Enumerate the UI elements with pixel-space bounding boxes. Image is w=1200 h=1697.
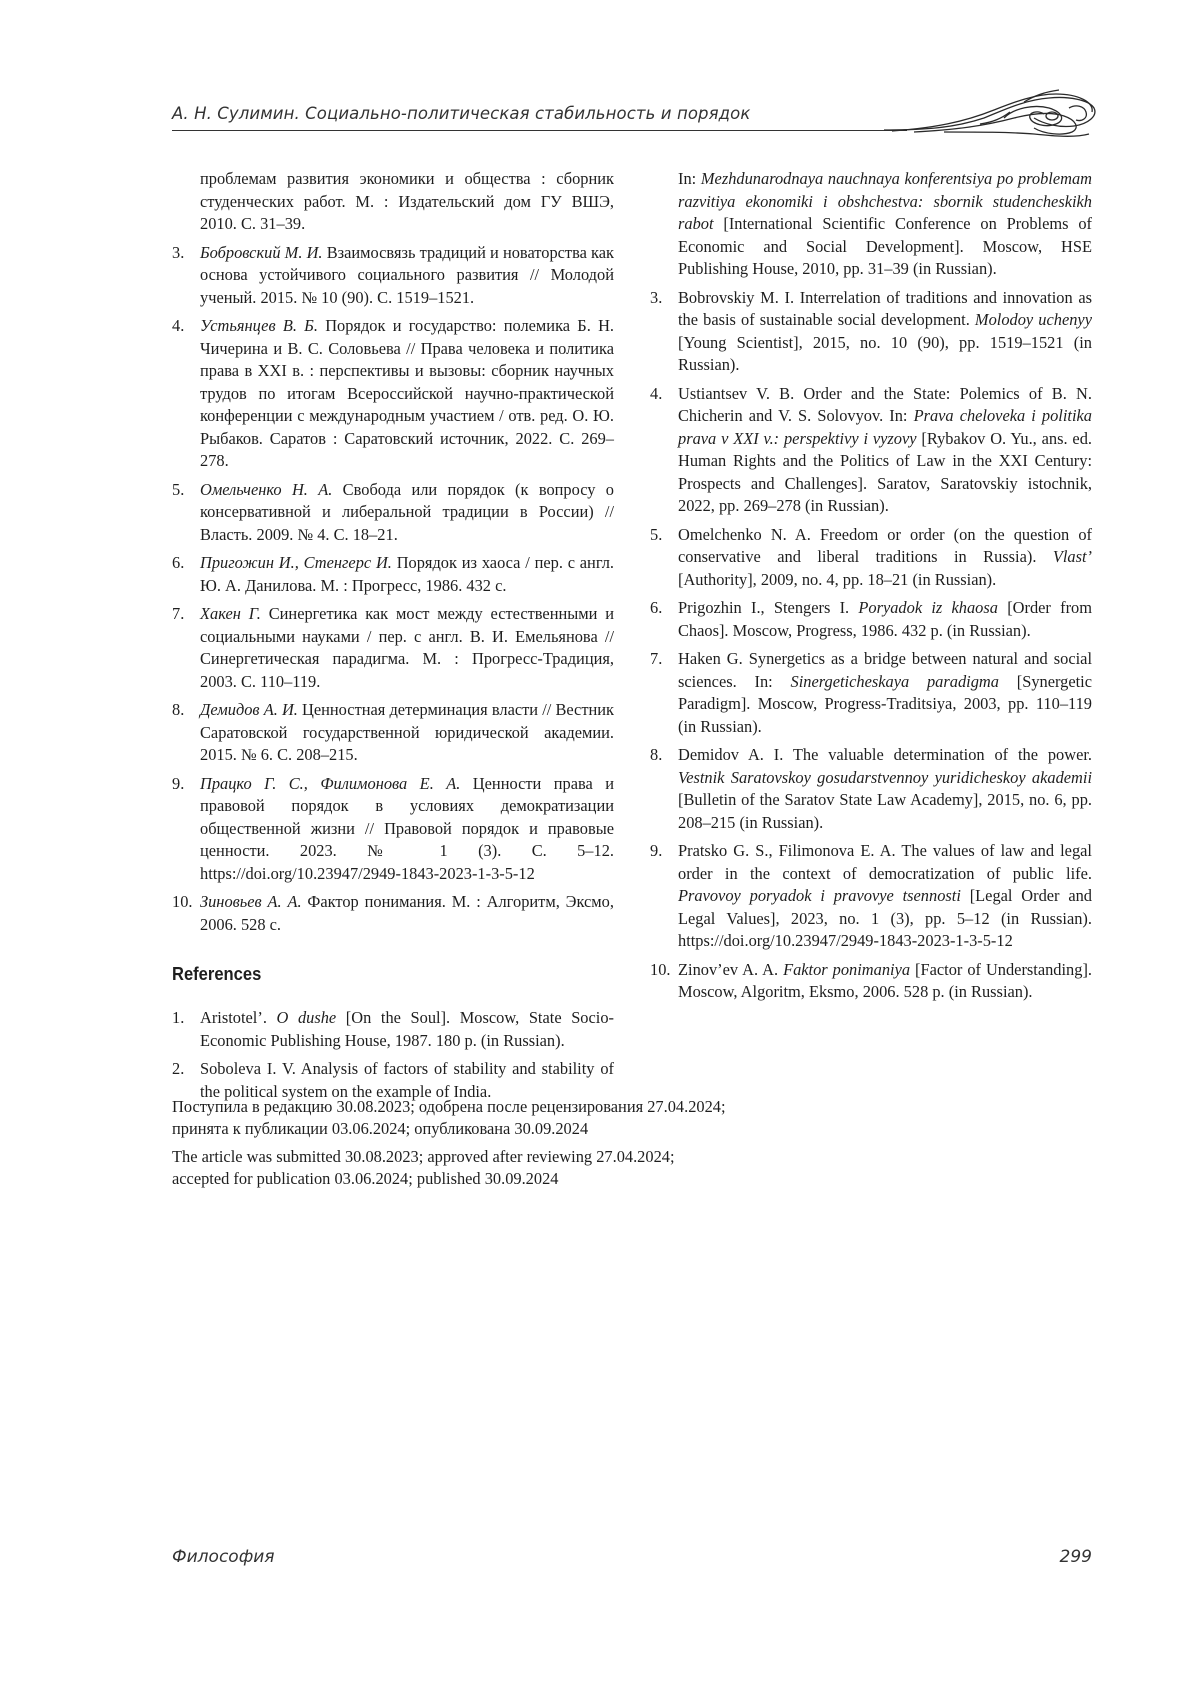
reference-text: Ценностная детерминация власти // Вестник Саратовской государственной юридической академии. 2015. № 6. С. 208–215. — [200, 700, 614, 764]
reference-italic-text: Демидов А. И. — [200, 700, 298, 719]
submission-en-line-1: The article was submitted 30.08.2023; approved after reviewing 27.04.2024; — [172, 1147, 675, 1166]
reference-italic-text: Устьянцев В. Б. — [200, 316, 318, 335]
reference-item — [650, 383, 1092, 518]
reference-item — [650, 648, 1092, 738]
header-rule — [172, 130, 907, 131]
reference-text: Ustiantsev V. B. Order and the State: Polemics of B. N. Chicherin and V. S. Solovyov. In: — [678, 383, 1092, 425]
right-column — [650, 168, 1092, 1010]
submission-ru-line-2: принята к публикации 03.06.2024; опубликована 30.09.2024 — [172, 1119, 589, 1138]
reference-italic-text: Mezhdunarodnaya nauchnaya konferentsiya po problemam razvitiya ekonomiki i obshchestva: sbornik studencheskikh rabot — [678, 169, 1093, 233]
reference-number: 5. — [172, 479, 185, 499]
reference-number: 2. — [172, 1059, 185, 1078]
reference-italic-text: Vestnik Saratovskoy gosudarstvennoy yuridicheskoy akademii — [678, 767, 1092, 787]
english-references-list — [172, 1007, 614, 1103]
reference-text: Синергетика как мост между естественными и социальными науками / пер. с англ. В. И. Емельянова // Синергетическая парадигма. М. : Прогресс-Традиция, 2003. С. 110–119. — [200, 604, 614, 691]
footer-section-title: Философия — [172, 1547, 275, 1567]
reference-text: Prigozhin I., Stengers I. — [678, 598, 859, 617]
reference-number: 3. — [172, 242, 185, 262]
reference-item — [172, 315, 614, 473]
reference-italic-text: Prava cheloveka i politika prava v XXI v.: perspektivy i vyzovy — [678, 406, 1092, 448]
reference-text: [Order from Chaos]. Moscow, Progress, 1986. 432 p. (in Russian). — [678, 598, 1092, 640]
reference-item — [172, 242, 614, 310]
reference-number: 1. — [172, 1008, 185, 1027]
reference-text: Фактор понимания. М. : Алгоритм, Эксмо, 2006. 528 с. — [200, 892, 614, 934]
reference-italic-text: Зиновьев А. А. — [200, 892, 302, 911]
reference-item — [650, 840, 1092, 953]
reference-text: Свобода или порядок (к вопросу о консервативной и либеральной традиции в России) // Власть. 2009. № 4. С. 18–21. — [200, 479, 614, 544]
submission-dates-russian — [172, 1096, 992, 1140]
reference-italic-text: Працко Г. С., Филимонова Е. А. — [200, 773, 461, 793]
reference-italic-text: Sinergeticheskaya paradigma — [790, 671, 999, 691]
reference-text: Pratsko G. S., Filimonova E. A. The values of law and legal order in the context of democratization of public life. — [678, 841, 1092, 883]
reference-number: 9. — [172, 773, 185, 793]
reference-text: [Authority], 2009, no. 4, pp. 18–21 (in Russian). — [678, 569, 997, 589]
reference-italic-text: Хакен Г. — [200, 604, 261, 623]
reference-item — [650, 168, 1092, 281]
reference-italic-text: O dushe — [276, 1008, 337, 1027]
reference-item — [172, 552, 614, 597]
reference-number: 6. — [650, 598, 663, 617]
english-references-list-continued — [650, 168, 1092, 1004]
reference-text: Zinov’ev A. A. — [678, 959, 784, 979]
reference-text: [Legal Order and Legal Values], 2023, no. 1 (3), pp. 5–12 (in Russian). https://doi.org/10.23947/2949-1843-2023-1-3-5-12 — [678, 886, 1093, 950]
reference-text: [On the Soul]. Moscow, State Socio-Economic Publishing House, 1987. 180 p. (in Russian). — [200, 1008, 614, 1050]
reference-number: 10. — [650, 959, 671, 979]
reference-item — [650, 959, 1092, 1004]
reference-item — [172, 479, 614, 547]
reference-text: Omelchenko N. A. Freedom or order (on the question of conservative and liberal traditions in Russia). — [678, 524, 1092, 566]
reference-text: [Bulletin of the Saratov State Law Academy], 2015, no. 6, pp. 208–215 (in Russian). — [678, 790, 1092, 832]
reference-text: [Factor of Understanding]. Moscow, Algoritm, Eksmo, 2006. 528 p. (in Russian). — [678, 959, 1093, 1001]
reference-number: 4. — [650, 383, 663, 403]
reference-item — [172, 168, 614, 236]
reference-item — [172, 773, 614, 886]
reference-number: 7. — [650, 649, 663, 668]
reference-number: 7. — [172, 604, 185, 623]
reference-item — [650, 287, 1092, 377]
reference-number: 10. — [172, 892, 193, 911]
reference-number: 9. — [650, 841, 663, 860]
reference-number: 6. — [172, 553, 185, 572]
reference-item — [650, 524, 1092, 592]
reference-text: [Rybakov O. Yu., ans. ed. Human Rights and the Politics of Law in the XXI Century: Prospects and Challenges]. Saratov, Saratovskiy istochnik, 2022, pp. 269–278 (in Russian). — [678, 428, 1092, 515]
submission-dates-english — [172, 1146, 992, 1190]
reference-text: Порядок из хаоса / пер. с англ. Ю. А. Данилова. М. : Прогресс, 1986. 432 с. — [200, 553, 615, 595]
reference-text: Demidov A. I. The valuable determination of the power. — [678, 745, 1092, 764]
russian-references-list — [172, 168, 614, 936]
submission-dates — [172, 1096, 992, 1196]
reference-number: 3. — [650, 287, 663, 307]
running-header — [172, 100, 1092, 150]
reference-item — [172, 1007, 614, 1052]
page-number: 299 — [1059, 1547, 1092, 1567]
reference-italic-text: Poryadok iz khaosa — [858, 598, 998, 617]
reference-italic-text: Molodoy uchenyy — [974, 310, 1092, 329]
reference-number: 5. — [650, 524, 663, 544]
reference-text: Bobrovskiy M. I. Interrelation of traditions and innovation as the basis of sustainable social development. — [678, 287, 1092, 329]
left-column — [172, 168, 614, 1109]
reference-text: [International Scientific Conference on Problems of Economic and Social Development]. Moscow, HSE Publishing House, 2010, pp. 31–39 (in Russian). — [678, 214, 1092, 278]
reference-number: 8. — [172, 700, 185, 719]
reference-text: Ценности права и правовой порядок в условиях демократизации общественной жизни // Правовой порядок и правовые ценности. 2023. № 1 (3). С. 5–12. https://doi.org/10.23947/2949-1843-2023-1-3-5-12 — [200, 773, 614, 883]
reference-number: 4. — [172, 316, 185, 335]
art-nouveau-ornament-icon — [884, 88, 1098, 142]
reference-item — [172, 603, 614, 693]
reference-text: Порядок и государство: полемика Б. Н. Чичерина и В. С. Соловьева // Права человека и политика права в XXI в. : перспективы и вызовы: сборник научных трудов по итогам Всероссийской научно-практической конференции с международным участием / отв. ред. О. Ю. Рыбаков. Саратов : Саратовский источник, 2022. С. 269–278. — [200, 316, 614, 470]
reference-text: Haken G. Synergetics as a bridge between natural and social sciences. In: — [678, 649, 1092, 691]
reference-text: проблемам развития экономики и общества : сборник студенческих работ. М. : Издательский дом ГУ ВШЭ, 2010. С. 31–39. — [200, 169, 614, 233]
reference-italic-text: Pravovoy poryadok i pravovye tsennosti — [678, 886, 961, 905]
running-title: А. Н. Сулимин. Социально-политическая стабильность и порядок — [172, 104, 751, 123]
reference-item — [650, 597, 1092, 642]
reference-italic-text: Омельченко Н. А. — [200, 479, 333, 499]
reference-italic-text: Пригожин И., Стенгерс И. — [200, 553, 392, 572]
reference-text: Aristotel’. — [200, 1008, 277, 1027]
reference-number: 8. — [650, 745, 663, 764]
reference-item — [172, 891, 614, 936]
reference-italic-text: Vlast’ — [1052, 547, 1092, 566]
reference-text: Взаимосвязь традиций и новаторства как основа устойчивого социального развития // Молодой ученый. 2015. № 10 (90). С. 1519–1521. — [200, 242, 614, 307]
submission-ru-line-1: Поступила в редакцию 30.08.2023; одобрена после рецензирования 27.04.2024; — [172, 1097, 726, 1116]
reference-text: Soboleva I. V. Analysis of factors of stability and stability of the political system on the example of India. — [200, 1059, 614, 1101]
reference-item — [650, 744, 1092, 834]
reference-text: [Synergetic Paradigm]. Moscow, Progress-Traditsiya, 2003, pp. 110–119 (in Russian). — [678, 671, 1093, 736]
reference-text: [Young Scientist], 2015, no. 10 (90), pp. 1519–1521 (in Russian). — [678, 332, 1092, 374]
reference-italic-text: Faktor ponimaniya — [783, 959, 911, 979]
reference-text: In: — [678, 169, 701, 188]
reference-italic-text: Бобровский М. И. — [200, 242, 323, 262]
reference-item — [172, 699, 614, 767]
references-heading: References — [172, 964, 262, 984]
submission-en-line-2: accepted for publication 03.06.2024; published 30.09.2024 — [172, 1169, 559, 1188]
